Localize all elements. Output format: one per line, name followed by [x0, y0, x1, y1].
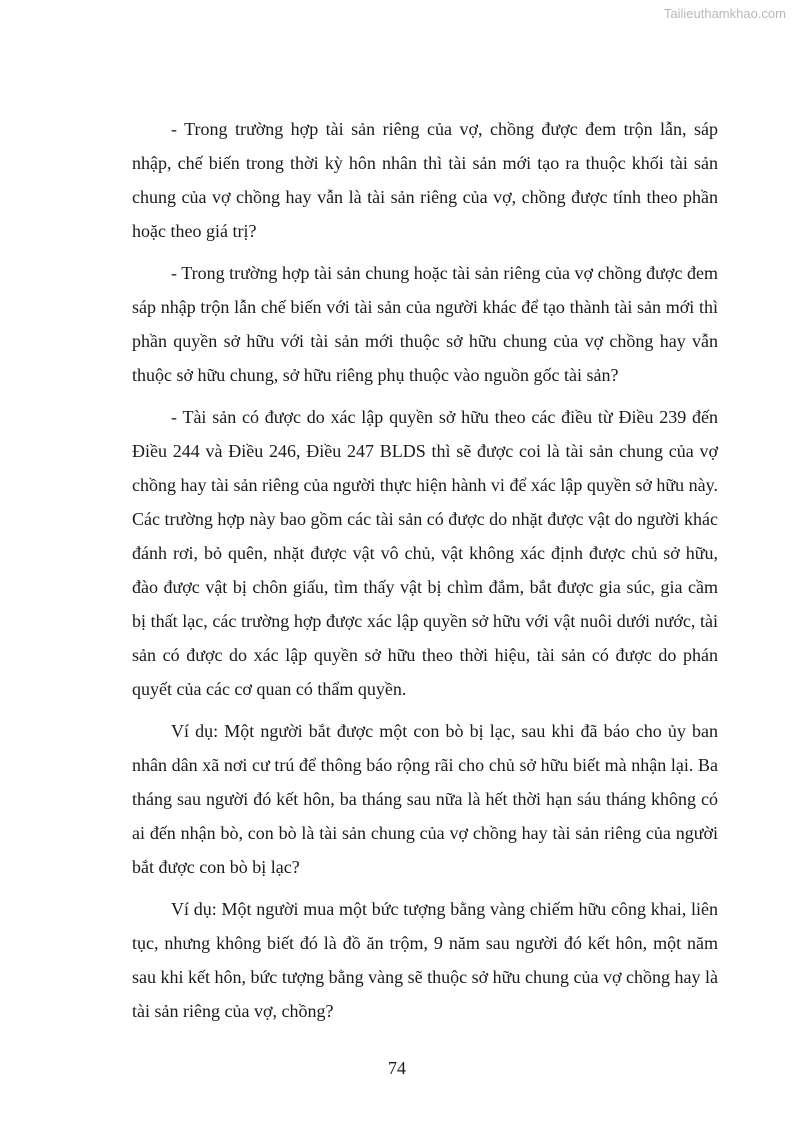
paragraph-3: - Tài sản có được do xác lập quyền sở hữu theo các điều từ Điều 239 đến Điều 244 và Điều 246, Điều 247 BLDS thì sẽ được coi là tài sản chung của vợ chồng hay tài sản riêng của người thực hiện hành vi để xác lập quyền sở hữu này. Các trường hợp này bao gồm các tài sản có được do nhặt được vật do người khác đánh rơi, bỏ quên, nhặt được vật vô chủ, vật không xác định được chủ sở hữu, đào được vật bị chôn giấu, tìm thấy vật bị chìm đắm, bắt được gia súc, gia cầm bị thất lạc, các trường hợp được xác lập quyền sở hữu với vật nuôi dưới nước, tài sản có được do xác lập quyền sở hữu theo thời hiệu, tài sản có được do phán quyết của các cơ quan có thẩm quyền. — [132, 407, 718, 699]
paragraph-2: - Trong trường hợp tài sản chung hoặc tài sản riêng của vợ chồng được đem sáp nhập trộn lẫn chế biến với tài sản của người khác để tạo thành tài sản mới thì phần quyền sở hữu với tài sản mới thuộc sở hữu chung của vợ chồng hay vẫn thuộc sở hữu chung, sở hữu riêng phụ thuộc vào nguồn gốc tài sản? — [132, 263, 718, 385]
paragraph-4: Ví dụ: Một người bắt được một con bò bị lạc, sau khi đã báo cho ủy ban nhân dân xã nơi cư trú để thông báo rộng rãi cho chủ sở hữu biết mà nhận lại. Ba tháng sau người đó kết hôn, ba tháng sau nữa là hết thời hạn sáu tháng không có ai đến nhận bò, con bò là tài sản chung của vợ chồng hay tài sản riêng của người bắt được con bò bị lạc? — [132, 721, 718, 877]
paragraph-1: - Trong trường hợp tài sản riêng của vợ, chồng được đem trộn lẫn, sáp nhập, chế biến trong thời kỳ hôn nhân thì tài sản mới tạo ra thuộc khối tài sản chung của vợ chồng hay vẫn là tài sản riêng của vợ, chồng được tính theo phần hoặc theo giá trị? — [132, 119, 718, 241]
watermark-text: Tailieuthamkhao.com — [663, 6, 786, 21]
document-body — [132, 112, 718, 1036]
paragraph-5: Ví dụ: Một người mua một bức tượng bằng vàng chiếm hữu công khai, liên tục, nhưng không biết đó là đồ ăn trộm, 9 năm sau người đó kết hôn, một năm sau khi kết hôn, bức tượng bằng vàng sẽ thuộc sở hữu chung của vợ chồng hay là tài sản riêng của vợ, chồng? — [132, 899, 718, 1021]
page-number: 74 — [388, 1058, 406, 1078]
